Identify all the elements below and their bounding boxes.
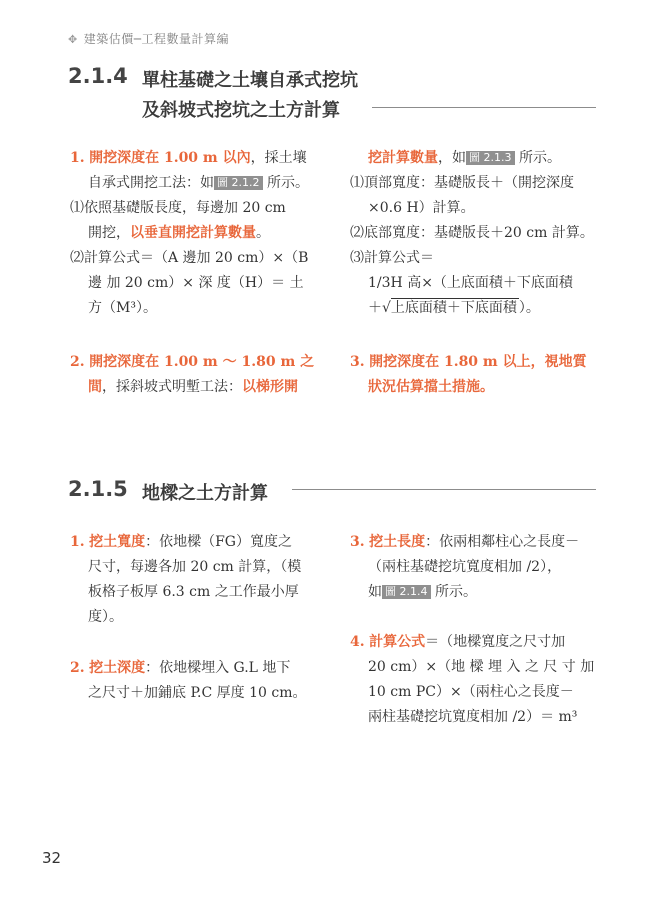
sub-3-line1: ⑶計算公式＝	[350, 250, 434, 266]
figure-ref-2-1-4[interactable]: 圖 2.1.4	[382, 585, 431, 599]
section-214-left-column	[70, 146, 330, 321]
four-diamond-icon: ✥	[68, 33, 78, 46]
sub-1-line2: 開挖，以垂直開挖計算數量。	[88, 225, 270, 241]
sub-1-line2: ×0.6 H）計算。	[368, 200, 475, 216]
item-1-line1: 1. 挖土寬度：依地樑（FG）寬度之	[70, 534, 292, 550]
section-title-line1: 單柱基礎之土壤自承式挖坑	[142, 70, 358, 91]
figure-ref-2-1-2[interactable]: 圖 2.1.2	[214, 176, 263, 190]
running-header	[68, 30, 229, 47]
section-title-2-1-5: 地樑之土方計算	[142, 483, 268, 504]
sub-1-line1: ⑴依照基礎版長度，每邊加 20 cm	[70, 200, 286, 216]
square-root-icon: √	[382, 300, 391, 316]
square-root-content: 上底面積＋下底面積	[390, 300, 517, 316]
section-214-right-column	[350, 146, 610, 321]
item-2-line1: 2. 挖土深度：依地樑埋入 G.L 地下	[70, 660, 291, 676]
page-number: 32	[42, 849, 62, 867]
item-3-line2: （兩柱基礎挖坑寬度相加 /2），	[368, 559, 562, 575]
section-214-item-3	[350, 350, 610, 400]
item-3-line3: 如 圖 2.1.4 所示。	[368, 584, 477, 600]
section-215-item-2	[70, 656, 330, 706]
figure-ref-2-1-3[interactable]: 圖 2.1.3	[466, 151, 515, 165]
item-4-line3: 10 cm PC）×（兩柱心之長度－	[368, 684, 574, 700]
sub-2-line1: ⑵底部寬度：基礎版長＋20 cm 計算。	[350, 225, 594, 241]
item-2-line2: 之尺寸＋加鋪底 P.C 厚度 10 cm。	[88, 685, 307, 701]
item-4-line4: 兩柱基礎挖坑寬度相加 /2）＝ m³	[368, 709, 578, 725]
item-1-line3: 板格子板厚 6.3 cm 之工作最小厚	[88, 584, 299, 600]
item-4-line2: 20 cm）×（地 樑 埋 入 之 尺 寸 加	[368, 659, 595, 675]
sub-1-line1: ⑴頂部寬度：基礎版長＋（開挖深度	[350, 175, 574, 191]
sub-2-line2: 邊 加 20 cm）× 深 度（H）＝ 土	[88, 275, 304, 291]
section-215-right-column	[350, 530, 610, 605]
item-3-line2: 狀況估算擋土措施。	[368, 379, 494, 395]
section-215-left-column	[70, 530, 330, 630]
continued-line: 挖計算數量，如 圖 2.1.3 所示。	[368, 150, 561, 166]
item-1-line4: 度）。	[88, 609, 123, 625]
section-rule	[292, 489, 596, 490]
sub-3-line2: 1/3H 高×（上底面積＋下底面積	[368, 275, 573, 291]
item-1: 1. 開挖深度在 1.00 m 以內，採土壤	[70, 150, 307, 166]
item-3-line1: 3. 開挖深度在 1.80 m 以上，視地質	[350, 354, 587, 370]
section-number-2-1-4: 2.1.4	[68, 64, 128, 88]
section-title-line2: 及斜坡式挖坑之土方計算	[142, 100, 340, 121]
item-3-line1: 3. 挖土長度：依兩相鄰柱心之長度－	[350, 534, 580, 550]
item-1-line2: 尺寸，每邊各加 20 cm 計算，（模	[88, 559, 302, 575]
item-2-line2: 間，採斜坡式明塹工法：以梯形開	[88, 379, 298, 395]
section-rule	[372, 107, 596, 108]
sub-2-line3: 方（M³）。	[88, 300, 157, 316]
sub-3-line3: ＋√上底面積＋下底面積 ）。	[368, 300, 540, 316]
item-2-line1: 2. 開挖深度在 1.00 m ～ 1.80 m 之	[70, 354, 315, 370]
sub-2-line1: ⑵計算公式＝（A 邊加 20 cm）×（B	[70, 250, 309, 266]
running-header-text: 建築估價─工程數量計算編	[83, 32, 229, 46]
section-215-item-4	[350, 630, 610, 730]
item-4-line1: 4. 計算公式＝（地樑寬度之尺寸加	[350, 634, 566, 650]
item-1-line2: 自承式開挖工法：如 圖 2.1.2 所示。	[88, 175, 309, 191]
section-214-item-2	[70, 350, 330, 400]
section-number-2-1-5: 2.1.5	[68, 477, 128, 501]
